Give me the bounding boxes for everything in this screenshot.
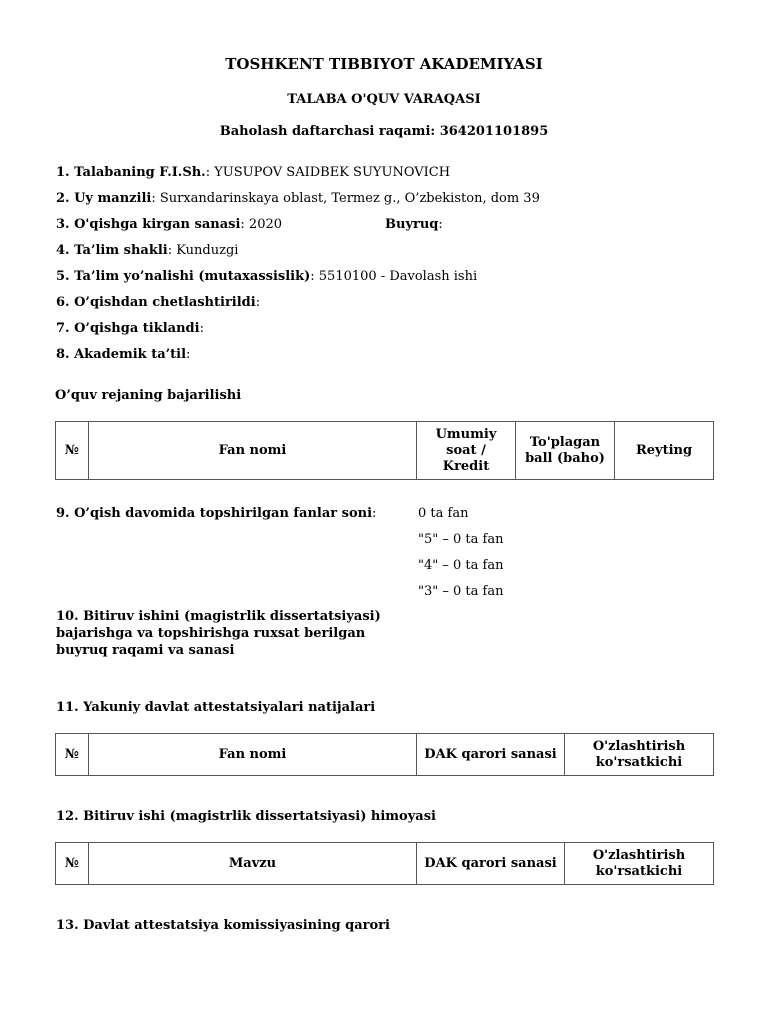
thesis-permission-line-1: 10. Bitiruv ishini (magistrlik dissertatsiyasi)	[56, 609, 381, 624]
thesis-permission-line-3: buyruq raqami va sanasi	[56, 643, 235, 658]
column-header: O'zlashtirish ko'rsatkichi	[565, 843, 714, 885]
column-header: №	[56, 843, 89, 885]
count-grade-3: "3" – 0 ta fan	[418, 584, 504, 599]
field-label: 9. O’qish davomida topshirilgan fanlar soni	[56, 506, 373, 521]
column-header: Reyting	[615, 422, 714, 480]
field-label: Buyruq	[385, 217, 439, 232]
field-order	[385, 217, 443, 232]
field-label: 8. Akademik ta’til	[56, 347, 187, 362]
field-label: 6. O’qishdan chetlashtirildi	[56, 295, 256, 310]
thesis-defense-heading: 12. Bitiruv ishi (magistrlik dissertatsiyasi) himoyasi	[56, 809, 436, 824]
field-value: : Kunduzgi	[167, 243, 239, 258]
field-value: :	[438, 217, 443, 232]
column-header: Umumiy soat / Kredit	[417, 422, 516, 480]
column-header: To'plagan ball (baho)	[516, 422, 615, 480]
table-header-row	[56, 422, 714, 480]
curriculum-table	[55, 421, 714, 480]
field-value: : Surxandarinskaya oblast, Termez g., O’zbekiston, dom 39	[151, 191, 540, 206]
column-header: Mavzu	[89, 843, 417, 885]
count-total: 0 ta fan	[418, 506, 469, 521]
column-header: DAK qarori sanasi	[417, 734, 565, 776]
column-header: Fan nomi	[89, 734, 417, 776]
final-attestation-table	[55, 733, 714, 776]
field-label: 5. Ta’lim yo’nalishi (mutaxassislik)	[56, 269, 311, 284]
passed-subjects-count	[56, 506, 376, 521]
field-value: : 2020	[240, 217, 283, 232]
field-academic-leave	[56, 347, 190, 362]
field-specialty	[56, 269, 477, 284]
field-value: : YUSUPOV SAIDBEK SUYUNOVICH	[205, 165, 451, 180]
field-value: :	[372, 506, 377, 521]
thesis-permission-line-2: bajarishga va topshirishga ruxsat berilgan	[56, 626, 366, 641]
document-title: TALABA O'QUV VARAQASI	[287, 92, 481, 107]
field-reinstated	[56, 321, 204, 336]
field-address	[56, 191, 540, 206]
field-value: : 5510100 - Davolash ishi	[310, 269, 478, 284]
field-label: 1. Talabaning F.I.Sh.	[56, 165, 206, 180]
field-label: 7. O’qishga tiklandi	[56, 321, 200, 336]
field-value: :	[255, 295, 261, 310]
count-grade-4: "4" – 0 ta fan	[418, 558, 504, 573]
final-attestation-heading: 11. Yakuniy davlat attestatsiyalari natijalari	[56, 700, 376, 715]
thesis-defense-table	[55, 842, 714, 885]
field-study-form	[56, 243, 238, 258]
field-expelled	[56, 295, 260, 310]
column-header: DAK qarori sanasi	[417, 843, 565, 885]
table-header-row	[56, 843, 714, 885]
field-enrollment-date	[56, 217, 282, 232]
institution-title: TOSHKENT TIBBIYOT AKADEMIYASI	[225, 55, 543, 73]
field-label: 2. Uy manzili	[56, 191, 152, 206]
commission-decision-heading: 13. Davlat attestatsiya komissiyasining qarori	[56, 918, 390, 933]
count-grade-5: "5" – 0 ta fan	[418, 532, 504, 547]
column-header: №	[56, 734, 89, 776]
field-value: :	[186, 347, 191, 362]
field-student-name	[56, 165, 450, 180]
column-header: №	[56, 422, 89, 480]
field-value: :	[199, 321, 204, 336]
field-label: 3. O'qishga kirgan sanasi	[56, 217, 241, 232]
record-book-number: Baholash daftarchasi raqami: 364201101895	[219, 124, 549, 139]
column-header: Fan nomi	[89, 422, 417, 480]
table-header-row	[56, 734, 714, 776]
curriculum-heading: O’quv rejaning bajarilishi	[55, 388, 242, 403]
column-header: O'zlashtirish ko'rsatkichi	[565, 734, 714, 776]
field-label: 4. Ta’lim shakli	[56, 243, 168, 258]
